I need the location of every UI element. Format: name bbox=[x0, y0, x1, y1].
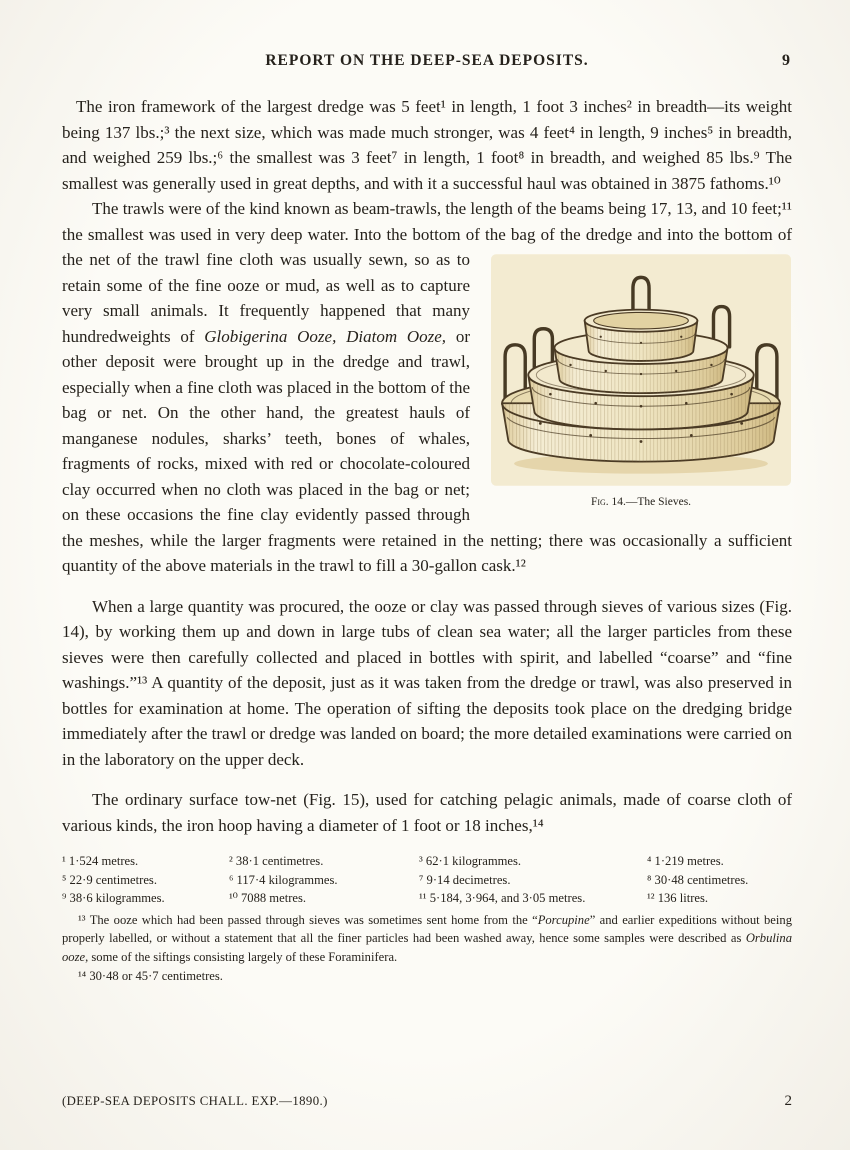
sieves-illustration bbox=[490, 250, 792, 490]
paragraph-sifting: When a large quantity was procured, the ooze or clay was passed through sieves of various sizes (Fig. 14), by working them up and down in large tubs of clean sea water; all the larger particles from these sieves were then carefully collected and placed in bottles with spirit, and labelled “coarse” and “fine washings.”¹³ A quantity of the deposit, just as it was taken from the dredge or trawl, was also preserved in bottles for examination at home. The operation of sifting the deposits took place on the dredging bridge immediately after the trawl or dredge was landed on board; the more detailed examinations were carried on in the laboratory on the upper deck. bbox=[62, 596, 792, 769]
paragraph-trawls-italic: Globigerina Ooze, Diatom Ooze, bbox=[204, 326, 447, 346]
footnote-12: ¹² 136 litres. bbox=[647, 891, 709, 905]
footnote-13-italic-2: Orbulina ooze bbox=[62, 931, 792, 964]
paragraph-tow-net: The ordinary surface tow-net (Fig. 15), used for catching pelagic animals, made of coarse cloth of various kinds, the iron hoop having a diameter of 1 foot or 18 inches,¹⁴ bbox=[62, 790, 792, 835]
footnote-13-text-1: ¹³ The ooze which had been passed through sieves was sometimes sent home from the “ bbox=[78, 912, 538, 927]
signature-number: 2 bbox=[784, 1093, 792, 1109]
imprint: (DEEP-SEA DEPOSITS CHALL. EXP.—1890.) bbox=[62, 1094, 328, 1108]
footnotes bbox=[62, 852, 792, 986]
footnote-7: ⁷ 9·14 decimetres. bbox=[419, 872, 511, 887]
footnote-8: ⁸ 30·48 centimetres. bbox=[647, 872, 749, 887]
footnote-13-text-3: , some of the siftings consisting largely of these Foraminifera. bbox=[85, 949, 398, 964]
footnote-grid bbox=[62, 852, 792, 908]
footnote-14: ¹⁴ 30·48 or 45·7 centimetres. bbox=[78, 969, 223, 983]
sieve-d-opening bbox=[594, 312, 689, 329]
figure-caption bbox=[490, 495, 792, 509]
footnote-13 bbox=[62, 911, 792, 967]
page-header bbox=[62, 52, 792, 70]
paragraph-trawls-text-1: The trawls were of the kind known as beam-trawls, the length of the beams being 17, 13, and 10 feet;¹¹ the smallest was used in very deep water. Into the bottom of the bag of the dredge and into the bottom of the net of the trawl fine bbox=[62, 199, 792, 269]
footnote-10: ¹⁰ 7088 metres. bbox=[229, 891, 307, 905]
paragraph-trawls bbox=[62, 196, 792, 579]
footnote-3: ³ 62·1 kilogrammes. bbox=[419, 854, 522, 868]
footnote-6: ⁶ 117·4 kilogrammes. bbox=[229, 872, 338, 887]
footnote-2: ² 38·1 centimetres. bbox=[229, 854, 324, 868]
body-text bbox=[62, 94, 792, 838]
footnote-13-italic-1: Porcupine bbox=[537, 912, 590, 927]
footnote-1: ¹ 1·524 metres. bbox=[62, 854, 139, 868]
footnote-13-text-2: ” and earlier expeditions without being properly labelled, or without a statement that all the finer particles had been washed away, hence some samples were described as bbox=[62, 912, 792, 945]
running-title: REPORT ON THE DEEP-SEA DEPOSITS. bbox=[265, 52, 589, 69]
footnote-5: ⁵ 22·9 centimetres. bbox=[62, 872, 157, 887]
figure-caption-label: Fig. 14. bbox=[590, 496, 626, 508]
paragraph-trawls-text-2: cloth was usually sewn, so as to retain some of the fine ooze or mud, as well as to capture very small animals. It frequently happened that many hundredweights of bbox=[62, 250, 470, 346]
figure-sieves bbox=[490, 250, 792, 509]
footnote-9: ⁹ 38·6 kilogrammes. bbox=[62, 891, 165, 905]
paragraph-trawls-text-3: or other deposit were brought up in the dredge and trawl, especially when a fine cloth was placed in the bottom of the bag or net. On the other hand, the greatest hauls of manganese nodules, sharks’ teeth, bones of whales, fragments of rocks, mixed with red or chocolate-coloured clay occurred when no cloth was placed in the bag or net; on these occasions the fine clay evidently passed through the meshes, while the larger fragments were retained in the netting; there was occasionally a sufficient quantity of the above materials in the trawl to fill a 30-gallon cask.¹² bbox=[62, 326, 792, 575]
footnote-11: ¹¹ 5·184, 3·964, and 3·05 metres. bbox=[419, 891, 586, 905]
figure-caption-title: —The Sieves. bbox=[625, 496, 692, 508]
page-number: 9 bbox=[782, 52, 790, 69]
page-footer bbox=[62, 1093, 792, 1110]
footnote-4: ⁴ 1·219 metres. bbox=[647, 854, 724, 868]
paragraph-dredge-sizes: The iron framework of the largest dredge was 5 feet¹ in length, 1 foot 3 inches² in breadth—its weight being 137 lbs.;³ the next size, which was made much stronger, was 4 feet⁴ in length, 9 inches⁵ in breadth, and weighed 259 lbs.;⁶ the smallest was 3 feet⁷ in length, 1 foot⁸ in breadth, and weighed 85 lbs.⁹ The smallest was generally used in great depths, and with it a successful haul was obtained in 3875 fathoms.¹⁰ bbox=[62, 97, 792, 193]
